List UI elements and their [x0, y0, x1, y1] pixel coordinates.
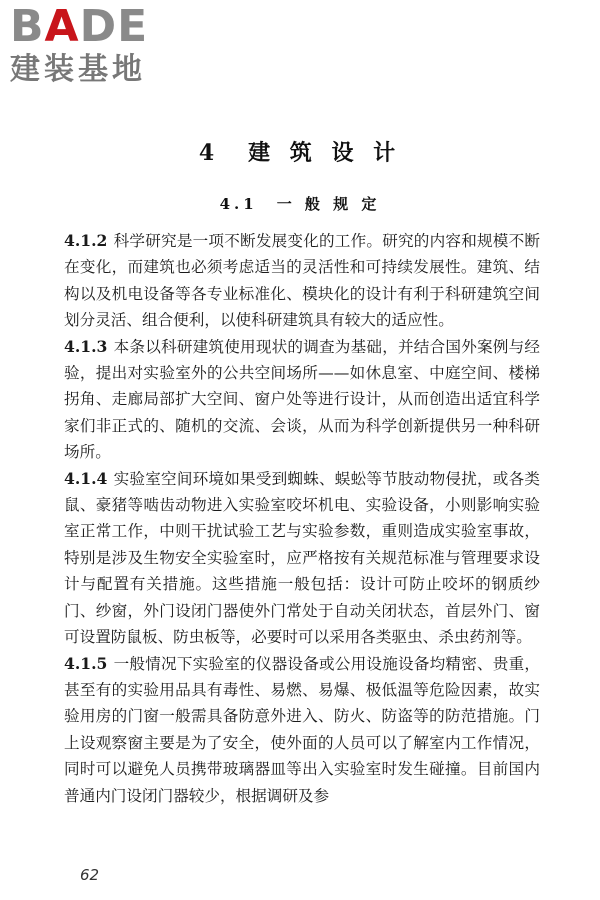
logo-letters: B: [10, 1, 45, 52]
clause-number: 4.1.4: [64, 468, 108, 488]
paragraph-4-1-2: [64, 228, 540, 334]
paragraph-text: 实验室空间环境如果受到蜘蛛、蜈蚣等节肢动物侵扰，或各类鼠、豪猪等啮齿动物进入实验室咬坏机电、实验设备，小则影响实验室正常工作，中则干扰试验工艺与实验参数，重则造成实验室事故，特别是涉及生物安全实验室时，应严格按有关规范标准与管理要求设计与配置有关措施。这些措施一般包括：设计可防止咬坏的钢质纱门、纱窗，外门设闭门器使外门常处于自动关闭状态，首层外门、窗可设置防鼠板、防虫板等，必要时可以采用各类驱虫、杀虫药剂等。: [64, 469, 540, 647]
paragraph-4-1-4: [64, 466, 540, 651]
paragraph-text: 本条以科研建筑使用现状的调查为基础，并结合国外案例与经验，提出对实验室外的公共空间场所——如休息室、中庭空间、楼梯拐角、走廊局部扩大空间、窗户处等进行设计，从而创造出适宜科学家们非正式的、随机的交流、会谈，从而为科学创新提供另一种科研场所。: [64, 337, 540, 462]
logo-wordmark: [10, 1, 180, 52]
logo-accent-letter: A: [44, 1, 80, 52]
clause-number: 4.1.2: [64, 231, 108, 250]
paragraph-4-1-3: [64, 334, 540, 466]
chapter-title: 4 建 筑 设 计: [198, 140, 402, 166]
section-title: 4.1 一 般 规 定: [219, 195, 381, 213]
body-text: [64, 228, 540, 809]
page-number: 62: [80, 866, 100, 884]
logo-subtitle: 建装基地: [10, 52, 146, 87]
paragraph-text: 科学研究是一项不断发展变化的工作。研究的内容和规模不断在变化，而建筑也必须考虑适当的灵活性和可持续发展性。建筑、结构以及机电设备等各专业标准化、模块化的设计有利于科研建筑空间划分灵活、组合便利，以使科研建筑具有较大的适应性。: [64, 232, 540, 330]
paragraph-text: 一般情况下实验室的仪器设备或公用设施设备均精密、贵重，甚至有的实验用品具有毒性、易燃、易爆、极低温等危险因素，故实验用房的门窗一般需具备防意外进入、防火、防盗等的防范措施。门上设观察窗主要是为了安全，使外面的人员可以了解室内工作情况，同时可以避免人员携带玻璃器皿等出入实验室时发生碰撞。目前国内普通内门设闭门器较少，根据调研及参: [64, 654, 540, 805]
logo-letters-end: DE: [79, 1, 149, 52]
clause-number: 4.1.3: [64, 336, 108, 356]
clause-number: 4.1.5: [64, 653, 108, 673]
paragraph-4-1-5: [64, 651, 540, 809]
logo: [10, 1, 180, 88]
